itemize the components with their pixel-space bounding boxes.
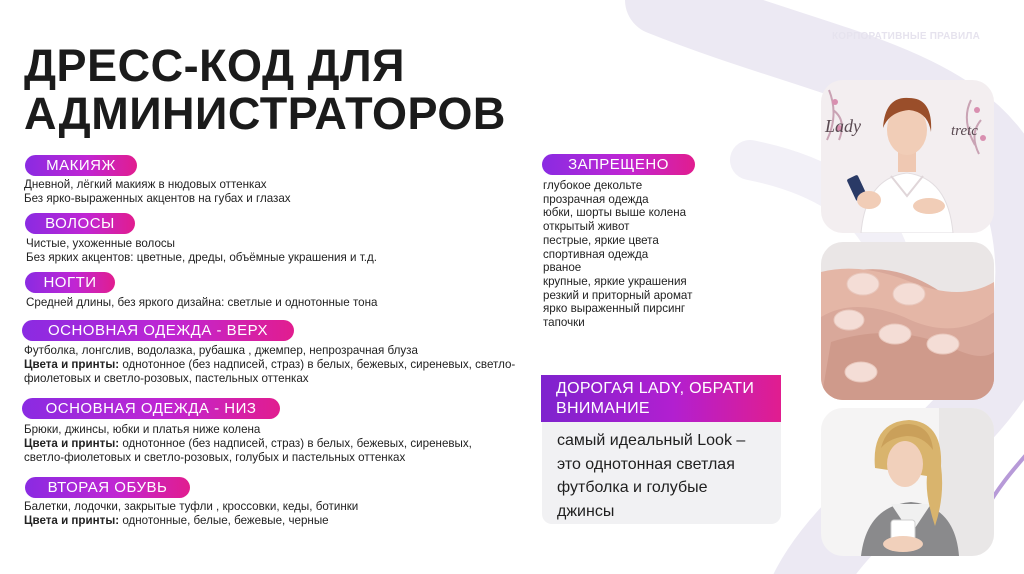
forbidden-list: [543, 179, 692, 330]
list-item: тапочки: [543, 316, 585, 330]
nails-line-1: Средней длины, без яркого дизайна: светлые и однотонные тона: [26, 296, 378, 309]
section-label-forbidden: ЗАПРЕЩЕНО: [542, 154, 695, 175]
top-line-2: [24, 358, 515, 372]
list-item: пестрые, яркие цвета: [543, 233, 659, 247]
page-title: [24, 42, 506, 138]
section-label-hair: ВОЛОСЫ: [25, 213, 135, 234]
nails-description: [26, 296, 377, 310]
corner-label: КОРПОРАТИВНЫЕ ПРАВИЛА: [831, 31, 980, 42]
section-label-makeup: МАКИЯЖ: [25, 155, 137, 176]
callout-body: [542, 422, 781, 524]
shoes-colors-text: однотонные, белые, бежевые, черные: [119, 514, 329, 527]
photo-sign-left: Lady: [825, 116, 861, 136]
section-label-nails: НОГТИ: [25, 272, 115, 293]
callout-body-line-2: это однотонная светлая: [557, 455, 735, 473]
hair-line-1: Чистые, ухоженные волосы: [26, 237, 176, 250]
list-item: крупные, яркие украшения: [543, 274, 687, 288]
title-line-1: ДРЕСС-КОД ДЛЯ: [24, 40, 405, 91]
top-line-1: Футболка, лонгслив, водолазка, рубашка , джемпер, непрозрачная блуза: [24, 344, 418, 357]
makeup-line-2: Без ярко-выраженных акцентов на губах и глазах: [24, 192, 291, 205]
callout-body-line-3: футболка и голубые: [557, 479, 708, 496]
shoes-line-1: Балетки, лодочки, закрытые туфли , кроссовки, кеды, ботинки: [24, 500, 359, 513]
list-item: спортивная одежда: [543, 247, 649, 261]
section-label-bottom-clothing: ОСНОВНАЯ ОДЕЖДА - НИЗ: [22, 398, 280, 419]
bottom-line-1: Брюки, джинсы, юбки и платья ниже колена: [24, 423, 261, 436]
shoes-description: [24, 500, 358, 528]
list-item: резкий и приторный аромат: [543, 288, 693, 302]
callout-body-line-1: самый идеальный Look –: [557, 432, 746, 449]
list-item: юбки, шорты выше колена: [543, 206, 687, 220]
photo-woman-with-phone: [821, 80, 994, 233]
bottom-clothing-description: [24, 423, 472, 465]
callout-header: [541, 375, 781, 422]
makeup-line-1: Дневной, лёгкий макияж в нюдовых оттенках: [24, 178, 267, 191]
top-colors-text: однотонное (без надписей, страз) в белых, бежевых, сиреневых, светло-: [119, 358, 516, 371]
bottom-line-3: светло-фиолетовых и светло-розовых, голубых и пастельных оттенках: [24, 451, 406, 464]
title-line-2: АДМИНИСТРАТОРОВ: [24, 88, 506, 139]
shoes-colors-label: Цвета и принты:: [24, 514, 120, 527]
callout-header-line-2: ВНИМАНИЕ: [556, 400, 650, 417]
list-item: прозрачная одежда: [543, 192, 649, 206]
hair-line-2: Без ярких акцентов: цветные, дреды, объёмные украшения и т.д.: [26, 251, 377, 264]
photo-woman-with-mug: [821, 408, 994, 556]
photo-manicure: [821, 242, 994, 400]
makeup-description: [24, 178, 291, 206]
list-item: глубокое декольте: [543, 179, 643, 192]
top-clothing-description: [24, 344, 515, 386]
callout-body-line-4: джинсы: [557, 502, 615, 520]
bottom-line-2: [24, 437, 472, 451]
bottom-colors-label: Цвета и принты:: [24, 437, 120, 450]
hair-description: [26, 237, 377, 265]
photo-sign-right: tretc: [951, 123, 978, 139]
bottom-colors-text: однотонное (без надписей, страз) в белых, бежевых, сиреневых,: [119, 437, 472, 450]
top-line-3: фиолетовых и светло-розовых, пастельных оттенках: [24, 372, 309, 385]
section-label-shoes: ВТОРАЯ ОБУВЬ: [25, 477, 190, 498]
top-colors-label: Цвета и принты:: [24, 358, 120, 371]
list-item: рваное: [543, 261, 582, 275]
list-item: ярко выраженный пирсинг: [543, 302, 686, 316]
section-label-top-clothing: ОСНОВНАЯ ОДЕЖДА - ВЕРХ: [22, 320, 294, 341]
list-item: открытый живот: [543, 220, 630, 234]
shoes-line-2: [24, 514, 358, 528]
callout-header-line-1: ДОРОГАЯ LADY, ОБРАТИ: [556, 380, 755, 397]
